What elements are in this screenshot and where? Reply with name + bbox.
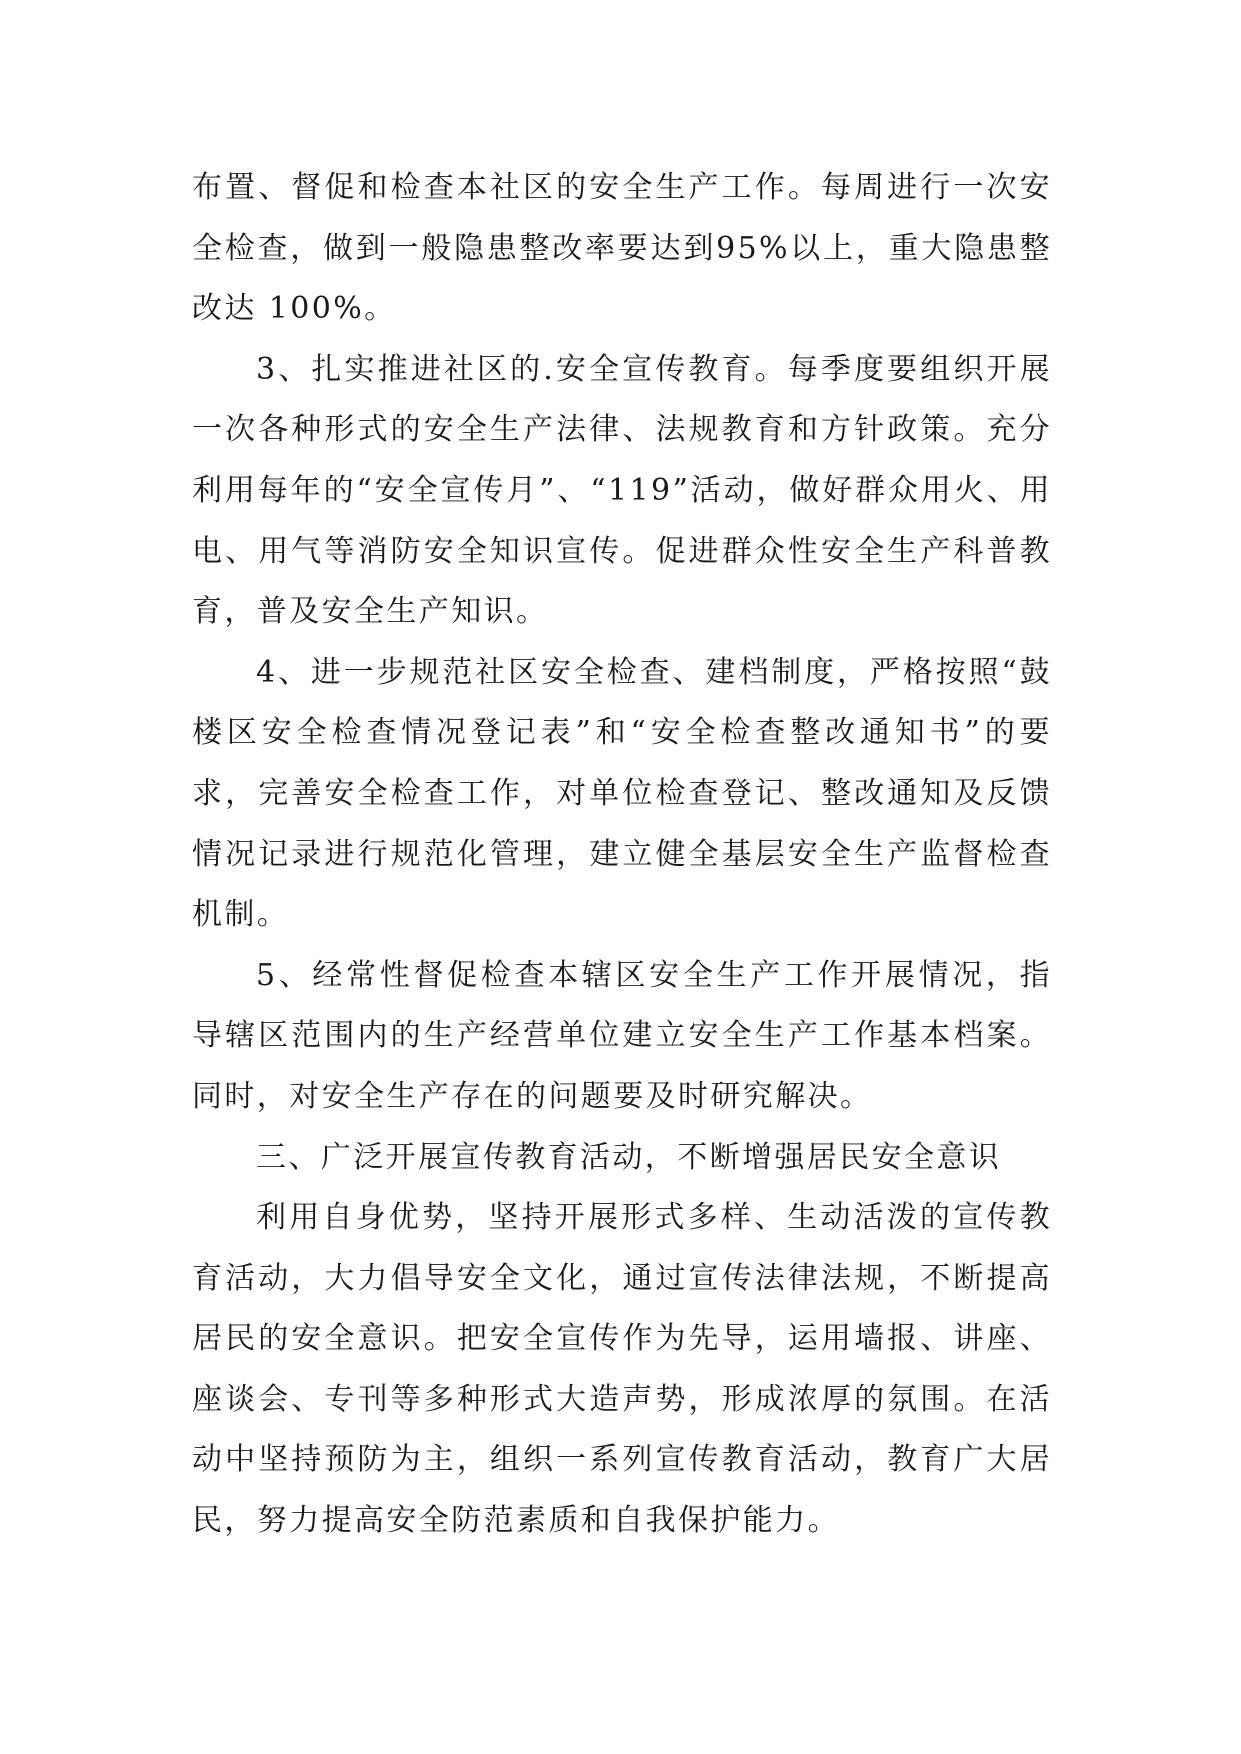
paragraph-section-3-body: 利用自身优势，坚持开展形式多样、生动活泼的宣传教育活动，大力倡导安全文化，通过宣传法律法规，不断提高居民的安全意识。把安全宣传作为先导，运用墙报、讲座、座谈会、专刊等多种形式大造声势，形成浓厚的氛围。在活动中坚持预防为主，组织一系列宣传教育活动，教育广大居民，努力提高安全防范素质和自我保护能力。 [192, 1200, 1052, 1539]
paragraph-item-5-supervision: 5、经常性督促检查本辖区安全生产工作开展情况，指导辖区范围内的生产经营单位建立安全生产工作基本档案。同时，对安全生产存在的问题要及时研究解决。 [192, 957, 1052, 1114]
paragraph-item-3-safety-education: 3、扎实推进社区的.安全宣传教育。每季度要组织开展一次各种形式的安全生产法律、法规教育和方针政策。充分利用每年的“安全宣传月”、“119”活动，做好群众用火、用电、用气等消防安全知识宣传。促进群众性安全生产科普教育，普及安全生产知识。 [192, 351, 1052, 630]
paragraph-item-4-inspection-records: 4、进一步规范社区安全检查、建档制度，严格按照“鼓楼区安全检查情况登记表”和“安全检查整改通知书”的要求，完善安全检查工作，对单位检查登记、整改通知及反馈情况记录进行规范化管理，建立健全基层安全生产监督检查机制。 [192, 654, 1052, 933]
document-body [192, 158, 1052, 1552]
section-heading-3: 三、广泛开展宣传教育活动，不断增强居民安全意识 [256, 1139, 1002, 1175]
paragraph-inspection-continuation: 布置、督促和检查本社区的安全生产工作。每周进行一次安全检查，做到一般隐患整改率要达到95%以上，重大隐患整改达 100%。 [192, 170, 1052, 327]
